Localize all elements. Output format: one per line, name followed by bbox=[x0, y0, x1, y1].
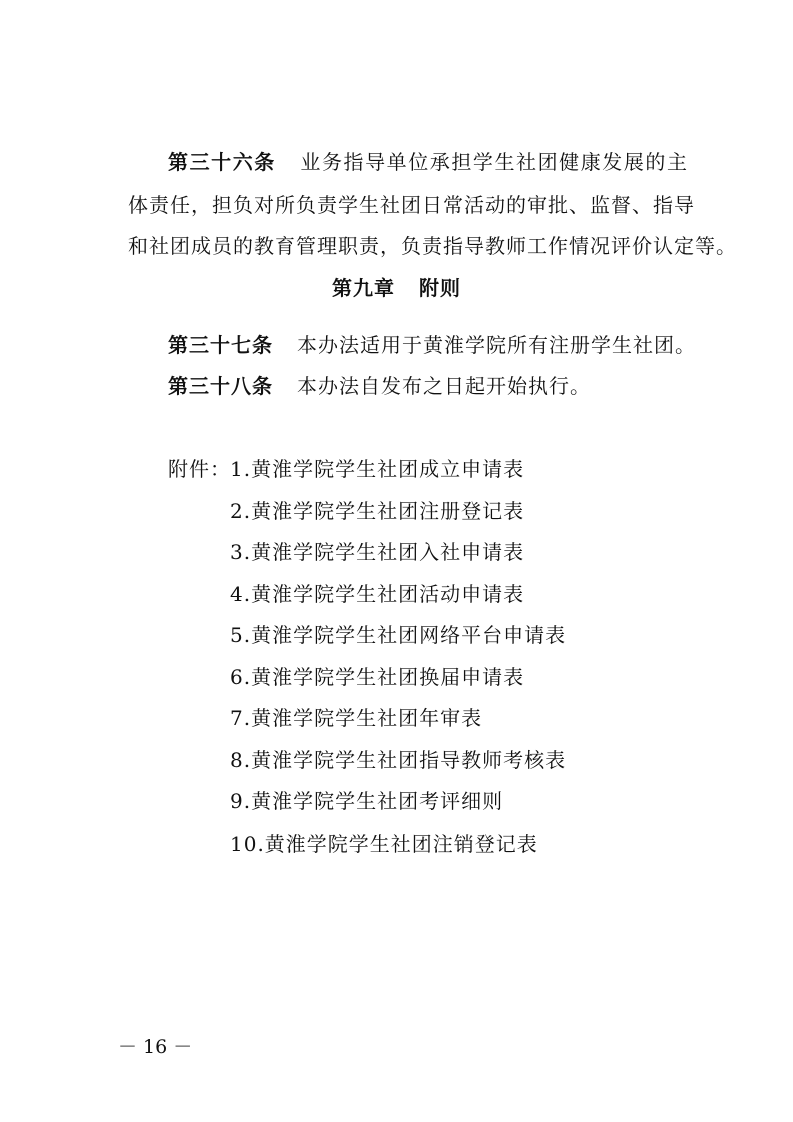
chapter-title: 附则 bbox=[419, 276, 461, 300]
article-36-text-1: 业务指导单位承担学生社团健康发展的主 bbox=[299, 150, 689, 174]
attachment-item: 3.黄淮学院学生社团入社申请表 bbox=[230, 540, 525, 564]
article-37-label: 第三十七条 bbox=[168, 333, 273, 357]
article-36-line-1 bbox=[168, 150, 688, 174]
attachment-item: 9.黄淮学院学生社团考评细则 bbox=[230, 789, 504, 813]
chapter-heading bbox=[0, 276, 793, 300]
attachment-item: 6.黄淮学院学生社团换届申请表 bbox=[230, 665, 525, 689]
article-38-label: 第三十八条 bbox=[168, 374, 273, 398]
article-36-line-3: 和社团成员的教育管理职责，负责指导教师工作情况评价认定等。 bbox=[128, 234, 737, 258]
article-36-line-2: 体责任，担负对所负责学生社团日常活动的审批、监督、指导 bbox=[128, 193, 695, 217]
article-38 bbox=[168, 374, 728, 398]
article-36-label: 第三十六条 bbox=[168, 150, 276, 174]
article-37-text: 本办法适用于黄淮学院所有注册学生社团。 bbox=[297, 333, 696, 357]
article-37 bbox=[168, 333, 728, 357]
attachment-item: 5.黄淮学院学生社团网络平台申请表 bbox=[230, 623, 567, 647]
attachment-item: 2.黄淮学院学生社团注册登记表 bbox=[230, 499, 525, 523]
attachment-item: 10.黄淮学院学生社团注销登记表 bbox=[230, 832, 538, 856]
attachments-label: 附件： bbox=[168, 457, 231, 481]
article-38-text: 本办法自发布之日起开始执行。 bbox=[297, 374, 591, 398]
attachment-item: 8.黄淮学院学生社团指导教师考核表 bbox=[230, 748, 567, 772]
attachment-item: 7.黄淮学院学生社团年审表 bbox=[230, 706, 483, 730]
chapter-number: 第九章 bbox=[332, 276, 395, 300]
attachment-item: 1.黄淮学院学生社团成立申请表 bbox=[230, 457, 525, 481]
page-number: － 16 － bbox=[118, 1036, 193, 1058]
attachment-item: 4.黄淮学院学生社团活动申请表 bbox=[230, 582, 525, 606]
